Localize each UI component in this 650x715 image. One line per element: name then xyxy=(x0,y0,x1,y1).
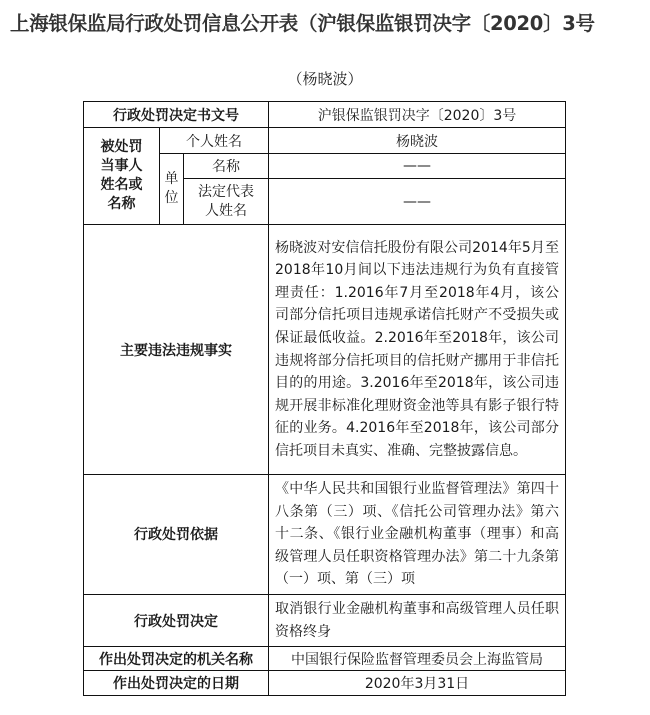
legal-rep-value: —— xyxy=(269,179,566,225)
table-row xyxy=(84,475,566,595)
authority-label: 作出处罚决定的机关名称 xyxy=(84,647,269,671)
date-value: 2020年3月31日 xyxy=(269,671,566,696)
basis-value: 《中华人民共和国银行业监督管理法》第四十八条第（三）项、《信托公司管理办法》第六十二条、《银行业金融机构董事（理事）和高级管理人员任职资格管理办法》第二十九条第（一）项、第（三）项 xyxy=(269,475,566,595)
basis-label: 行政处罚依据 xyxy=(84,475,269,595)
doc-number-value: 沪银保监银罚决字〔2020〕3号 xyxy=(269,102,566,128)
legal-rep-label: 法定代表人姓名 xyxy=(184,179,269,225)
person-name-value: 杨晓波 xyxy=(269,128,566,154)
table-row xyxy=(84,647,566,671)
unit-label: 单位 xyxy=(160,154,184,225)
table-row xyxy=(84,671,566,696)
page-title: 上海银保监局行政处罚信息公开表（沪银保监银罚决字〔2020〕3号 xyxy=(10,12,595,35)
doc-number-label: 行政处罚决定书文号 xyxy=(84,102,269,128)
table-row xyxy=(84,128,566,154)
document-subtitle: （杨晓波） xyxy=(287,70,363,88)
table-row xyxy=(84,594,566,646)
penalty-info-table xyxy=(83,101,566,696)
facts-value: 杨晓波对安信信托股份有限公司2014年5月至2018年10月间以下违法违规行为负有直接管理责任：1.2016年7月至2018年4月，该公司部分信托项目违规承诺信托财产不受损失或保证最低收益。2.2016年至2018年，该公司违规将部分信托项目的信托财产挪用于非信托目的的用途。3.2016年至2018年，该公司违规开展非标准化理财资金池等具有影子银行特征的业务。4.2016年至2018年，该公司部分信托项目未真实、准确、完整披露信息。 xyxy=(269,225,566,475)
unit-name-value: —— xyxy=(269,154,566,179)
table-row xyxy=(84,225,566,475)
party-label: 被处罚当事人姓名或名称 xyxy=(84,128,160,225)
unit-name-label: 名称 xyxy=(184,154,269,179)
decision-label: 行政处罚决定 xyxy=(84,594,269,646)
date-label: 作出处罚决定的日期 xyxy=(84,671,269,696)
authority-value: 中国银行保险监督管理委员会上海监管局 xyxy=(269,647,566,671)
table-row xyxy=(84,102,566,128)
decision-value: 取消银行业金融机构董事和高级管理人员任职资格终身 xyxy=(269,594,566,646)
facts-label: 主要违法违规事实 xyxy=(84,225,269,475)
person-name-label: 个人姓名 xyxy=(160,128,269,154)
